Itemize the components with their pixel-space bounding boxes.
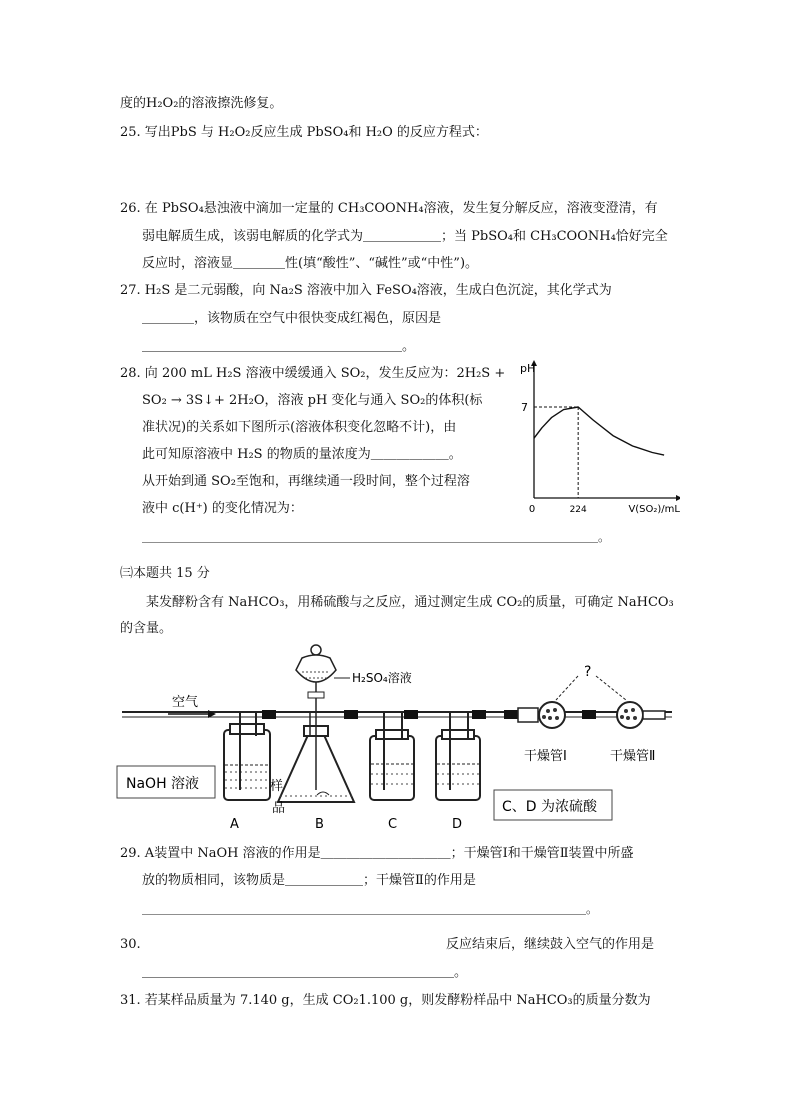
tube-connector bbox=[404, 710, 418, 719]
bottle-a bbox=[224, 712, 270, 800]
intro-text: 某发酵粉含有 NaHCO₃，用稀硫酸与之反应，通过测定生成 CO₂的质量，可确定 NaHCO₃ bbox=[146, 595, 674, 610]
question-27: 27. H₂S 是二元弱酸，向 Na₂S 溶液中加入 FeSO₄溶液，生成白色沉淀，其化学式为 bbox=[120, 283, 612, 298]
tube-connector bbox=[472, 710, 486, 719]
sample-label-2: 品 bbox=[272, 801, 286, 816]
apparatus-diagram bbox=[112, 640, 682, 835]
question-28-line-6: 液中 c(H⁺) 的变化情况为： bbox=[142, 501, 303, 516]
question-30-text: 反应结束后，继续鼓入空气的作用是 bbox=[446, 937, 655, 952]
question-27-line-3: ＿＿＿＿＿＿＿＿＿＿＿＿＿＿＿＿＿＿＿＿。 bbox=[142, 339, 416, 354]
y-axis-label: pH bbox=[520, 362, 536, 375]
question-27-line-2: ＿＿＿＿，该物质在空气中很快变成红褐色，原因是 bbox=[142, 311, 442, 326]
drying-tube-1-label: 干燥管Ⅰ bbox=[524, 749, 567, 764]
air-label: 空气 bbox=[172, 695, 199, 710]
section-heading: ㈢本题共 15 分 bbox=[120, 566, 210, 581]
question-29: 29. A装置中 NaOH 溶液的作用是＿＿＿＿＿＿＿＿＿＿；干燥管Ⅰ和干燥管Ⅱ装置中所盛 bbox=[120, 846, 634, 861]
label-c: C bbox=[388, 817, 398, 832]
question-30: 30. bbox=[120, 937, 141, 952]
x-tick-label: 0 bbox=[528, 504, 536, 515]
naoh-label: NaOH 溶液 bbox=[126, 776, 200, 792]
tube-connector bbox=[262, 710, 276, 719]
note-text: C、D 为浓硫酸 bbox=[502, 799, 598, 815]
sample-label: 样 bbox=[270, 779, 284, 794]
question-29-answer-line: ＿＿＿＿＿＿＿＿＿＿＿＿＿＿＿＿＿＿＿＿＿＿＿＿＿＿＿＿＿＿＿＿＿＿＿＿＿。 bbox=[142, 902, 599, 916]
label-b: B bbox=[315, 817, 324, 832]
question-28-line-4: 此可知原溶液中 H₂S 的物质的量浓度为＿＿＿＿＿＿。 bbox=[142, 447, 462, 462]
question-31: 31. 若某样品质量为 7.140 g，生成 CO₂1.100 g，则发酵粉样品中 NaHCO₃的质量分数为 bbox=[120, 993, 651, 1008]
tube-connector bbox=[582, 710, 596, 719]
question-28-line-5: 从开始到通 SO₂至饱和，再继续通一段时间，整个过程溶 bbox=[142, 474, 470, 489]
question-28-answer-line: ＿＿＿＿＿＿＿＿＿＿＿＿＿＿＿＿＿＿＿＿＿＿＿＿＿＿＿＿＿＿＿＿＿＿＿＿＿＿。 bbox=[142, 530, 611, 544]
y-tick-label: 7 bbox=[521, 401, 528, 414]
ph-curve bbox=[534, 407, 664, 455]
question-26-line-2: 弱电解质生成，该弱电解质的化学式为＿＿＿＿＿＿；当 PbSO₄和 CH₃COONH₄恰好完全 bbox=[142, 229, 668, 244]
label-a: A bbox=[230, 817, 239, 832]
question-25: 25. 写出PbS 与 H₂O₂反应生成 PbSO₄和 H₂O 的反应方程式： bbox=[120, 125, 488, 140]
drying-tube-2 bbox=[617, 702, 665, 728]
acid-label: H₂SO₄溶液 bbox=[352, 671, 412, 685]
question-pointer bbox=[556, 676, 578, 700]
tube-connector bbox=[504, 710, 518, 719]
question-26: 26. 在 PbSO₄悬浊液中滴加一定量的 CH₃COONH₄溶液，发生复分解反应，溶液变澄清，有 bbox=[120, 201, 658, 216]
bottle-c bbox=[370, 712, 414, 800]
question-pointer bbox=[596, 676, 626, 700]
drying-tube-2-label: 干燥管Ⅱ bbox=[610, 749, 656, 764]
question-28-line-2: SO₂ → 3S↓+ 2H₂O，溶液 pH 变化与通入 SO₂的体积(标 bbox=[142, 393, 483, 408]
tube-connector bbox=[344, 710, 358, 719]
text-line: 度的H₂O₂的溶液擦洗修复。 bbox=[120, 96, 283, 111]
question-29-line-2: 放的物质相同，该物质是＿＿＿＿＿＿；干燥管Ⅱ的作用是 bbox=[142, 873, 476, 888]
ph-chart bbox=[510, 358, 680, 518]
label-d: D bbox=[452, 817, 463, 832]
x-axis-arrow bbox=[676, 495, 680, 501]
intro-text-line-2: 的含量。 bbox=[120, 621, 173, 636]
question-28-line-3: 准状况)的关系如下图所示(溶液体积变化忽略不计)，由 bbox=[142, 420, 457, 435]
question-26-line-3: 反应时，溶液显＿＿＿＿性(填“酸性”、“碱性”或“中性”)。 bbox=[142, 256, 479, 271]
question-28: 28. 向 200 mL H₂S 溶液中缓缓通入 SO₂，发生反应为：2H₂S + bbox=[120, 366, 506, 381]
question-30-answer-line: ＿＿＿＿＿＿＿＿＿＿＿＿＿＿＿＿＿＿＿＿＿＿＿＿。 bbox=[142, 965, 468, 980]
question-mark: ? bbox=[584, 664, 592, 680]
drying-tube-1 bbox=[518, 702, 565, 728]
x-axis-label: V(SO₂)/mL bbox=[628, 504, 680, 515]
x-tick-label: 224 bbox=[569, 505, 587, 515]
bottle-d bbox=[436, 712, 480, 800]
